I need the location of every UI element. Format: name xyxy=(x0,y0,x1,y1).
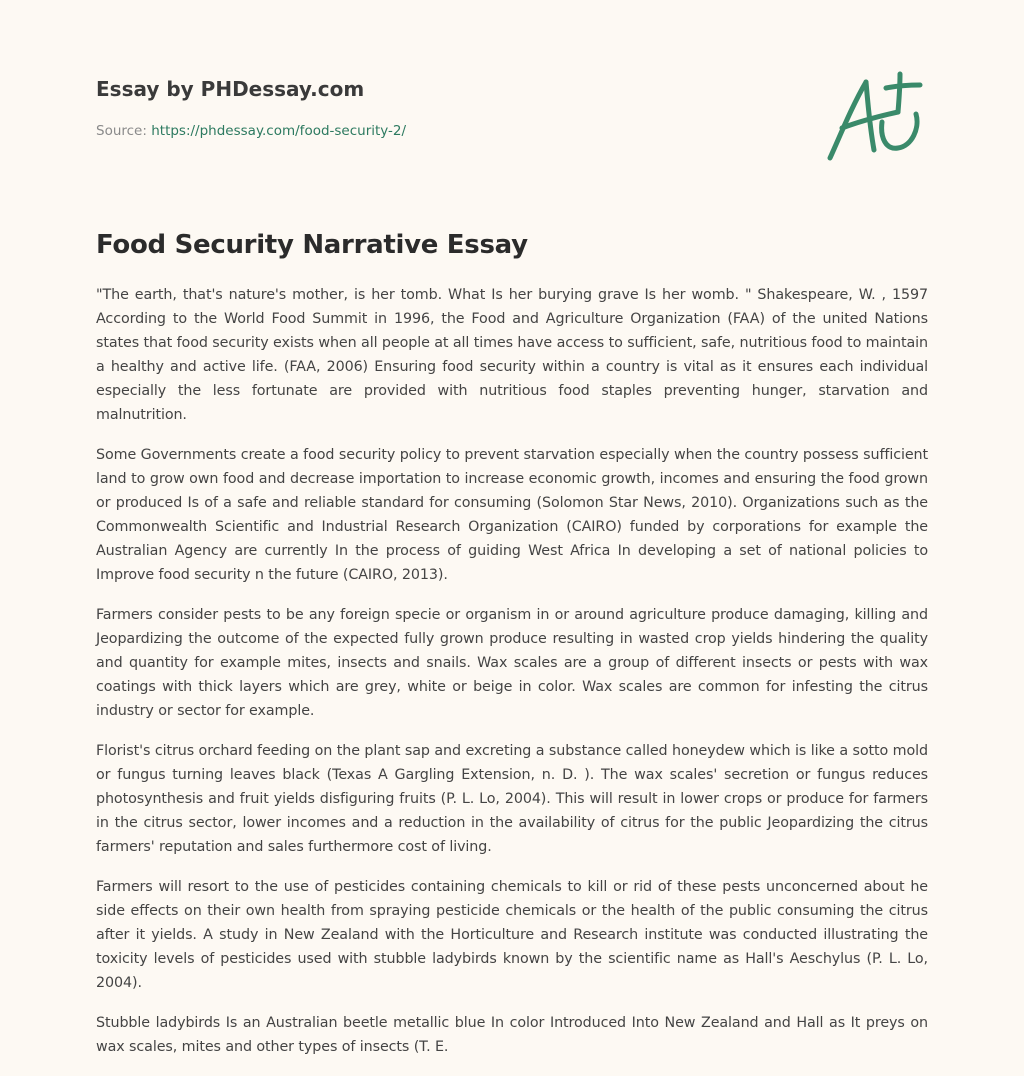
source-label: Source: xyxy=(96,123,152,139)
source-line xyxy=(96,121,928,141)
essay-paragraph: Farmers will resort to the use of pesticides containing chemicals to kill or rid of these pests unconcerned about he side effects on their own health from spraying pesticide chemicals or the health of the public consuming the citrus after it yields. A study in New Zealand with the Horticulture and Research institute was conducted illustrating the toxicity levels of pesticides used with stubble ladybirds known by the scientific name as Hall's Aeschylus (P. L. Lo, 2004). xyxy=(96,879,928,991)
essay-paragraph: Stubble ladybirds Is an Australian beetle metallic blue In color Introduced Into New Zealand and Hall as It preys on wax scales, mites and other types of insects (T. E. xyxy=(96,1015,928,1055)
essay-title: Food Security Narrative Essay xyxy=(96,230,528,260)
essay-body xyxy=(96,283,928,1075)
essay-paragraph: Farmers consider pests to be any foreign specie or organism in or around agriculture produce damaging, killing and Jeopardizing the outcome of the expected fully grown produce resulting in wasted crop yields hindering the quality and quantity for example mites, insects and snails. Wax scales are a group of different insects or pests with wax coatings with thick layers which are grey, white or beige in color. Wax scales are common for infesting the citrus industry or sector for example. xyxy=(96,607,928,719)
essay-paragraph: Florist's citrus orchard feeding on the plant sap and excreting a substance called honeydew which is like a sotto mold or fungus turning leaves black (Texas A Gargling Extension, n. D. ). The wax scales' secretion or fungus reduces photosynthesis and fruit yields disfiguring fruits (P. L. Lo, 2004). This will result in lower crops or produce for farmers in the citrus sector, lower incomes and a reduction in the availability of citrus for the public Jeopardizing the citrus farmers' reputation and sales furthermore cost of living. xyxy=(96,743,928,855)
essay-paragraph: "The earth, that's nature's mother, is her tomb. What Is her burying grave Is her womb. " Shakespeare, W. , 1597 According to the World Food Summit in 1996, the Food and Agriculture Organization (FAA) of the united Nations states that food security exists when all people at all times have access to sufficient, safe, nutritious food to maintain a healthy and active life. (FAA, 2006) Ensuring food security within a country is vital as it ensures each individual especially the less fortunate are provided with nutritious food staples preventing hunger, starvation and malnutrition. xyxy=(96,287,928,423)
a-plus-logo-icon xyxy=(820,66,930,166)
essay-paragraph: Some Governments create a food security policy to prevent starvation especially when the country possess sufficient land to grow own food and decrease importation to increase economic growth, incomes and ensuring the food grown or produced Is of a safe and reliable standard for consuming (Solomon Star News, 2010). Organizations such as the Commonwealth Scientific and Industrial Research Organization (CAIRO) funded by corporations for example the Australian Agency are currently In the process of guiding West Africa In developing a set of national policies to Improve food security n the future (CAIRO, 2013). xyxy=(96,447,928,583)
site-title: Essay by PHDessay.com xyxy=(96,77,365,101)
source-link[interactable]: https://phdessay.com/food-security-2/ xyxy=(151,123,407,139)
header xyxy=(96,74,928,141)
